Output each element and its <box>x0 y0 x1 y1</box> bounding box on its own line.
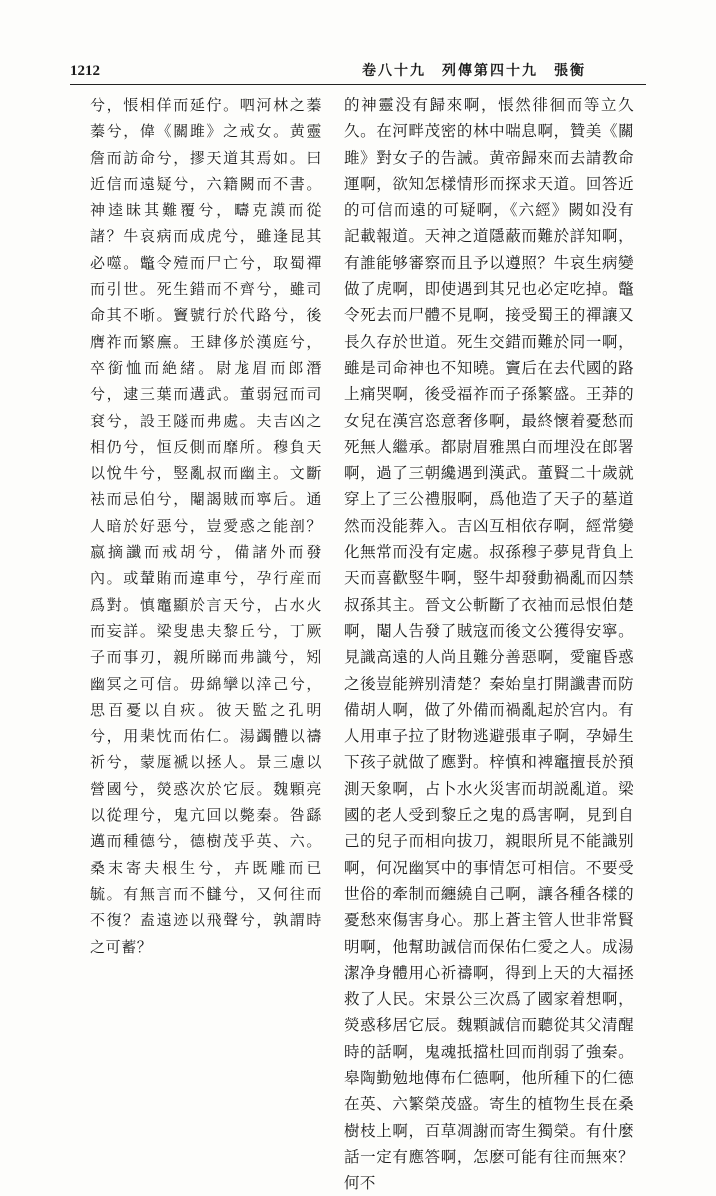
page-number: 1212 <box>70 63 100 79</box>
page-header <box>70 58 646 85</box>
original-text: 兮，悵相佯而延佇。呬河林之蓁蓁兮，偉《關雎》之戒女。黄靈詹而訪命兮，摎天道其焉如。曰近信而遠疑兮，六籍闕而不書。神逵昧其難覆兮，疇克謨而從諸？牛哀病而成虎兮，雖逢昆其必噬。鼈令殪而尸亡兮，取蜀禪而引世。死生錯而不齊兮，雖司命其不晣。竇號行於代路兮，後膺祚而繁廡。王肆侈於漢庭兮，卒銜恤而絶緒。尉尨眉而郎潛兮，逮三葉而遘武。董弱冠而司袞兮，設王隧而弗處。夫吉凶之相仍兮，恒反側而靡所。穆負天以悅牛兮，竪亂叔而幽主。文斷袪而忌伯兮，閹謁賊而寧后。通人暗於好惡兮，豈愛惑之能剖？嬴摘讖而戒胡兮，備諸外而發內。或輦賄而違車兮，孕行産而爲對。慎竈顯於言天兮，占水火而妄詳。梁叟患夫黎丘兮，丁厥子而事刃，親所睇而弗識兮，矧幽冥之可信。毋綿攣以涬己兮，思百憂以自疢。彼天監之孔明兮，用棐忱而佑仁。湯蠲體以禱祈兮，蒙厖褫以拯人。景三慮以營國兮，熒惑次於它辰。魏顆亮以從理兮，鬼亢回以斃秦。咎繇邁而種德兮，德樹茂乎英、六。桑末寄夫根生兮，卉既雕而已毓。有無言而不讎兮，又何往而不復？盍遠迹以飛聲兮，孰謂時之可蓄？ <box>90 96 322 956</box>
translation-text: 的神靈没有歸來啊，悵然徘徊而等立久久。在河畔茂密的林中喘息啊，贊美《關雎》對女子的告誡。黄帝歸來而去請教命運啊，欲知怎樣情形而探求天道。回答近的可信而遠的可疑啊，《六經》闕如没有記載報道。天神之道隱蔽而難於詳知啊，有誰能够審察而且予以遵照？牛哀生病變做了虎啊，即使遇到其兄也必定吃掉。鼈令死去而尸體不見啊，接受蜀王的禪讓又長久存於世道。死生交錯而難於同一啊，雖是司命神也不知曉。竇后在去代國的路上痛哭啊，後受福祚而子孫繁盛。王莽的女兒在漢宫恣意奢侈啊，最終懷着憂愁而死無人繼承。都尉眉雅黑白而埋没在郎署啊，過了三朝纔遇到漢武。董賢二十歲就穿上了三公禮服啊，爲他造了天子的墓道然而没能葬入。吉凶互相依存啊，經常變化無常而没有定處。叔孫穆子夢見背負上天而喜歡竪牛啊，竪牛却發動禍亂而囚禁叔孫其主。晉文公斬斷了衣袖而忌恨伯楚啊，閹人告發了賊寇而後文公獲得安寧。見識高遠的人尚且難分善惡啊，愛寵昏惑之後豈能辨别清楚？秦始皇打開讖書而防備胡人啊，做了外備而禍亂起於宫内。有人用車子拉了財物逃避張車子啊，孕婦生下孩子就做了應對。梓慎和裨竈擅長於預測天象啊，占卜水火災害而胡説亂道。梁國的老人受到黎丘之鬼的爲害啊，見到自己的兒子而相向拔刀，親眼所見不能識别啊，何况幽冥中的事情怎可相信。不要受世俗的牽制而纏繞自己啊，讓各種各樣的憂愁來傷害身心。那上蒼主管人世非常賢明啊，他幫助誠信而保佑仁愛之人。成湯潔净身體用心祈禱啊，得到上天的大福拯救了人民。宋景公三次爲了國家着想啊，熒惑移居它辰。魏顆誠信而聽從其父清醒時的話啊，鬼魂抵擋杜回而削弱了強秦。皋陶勤勉地傳布仁德啊，他所種下的仁德在英、六繁榮茂盛。寄生的植物生長在桑樹枝上啊，百草凋謝而寄生獨榮。有什麼話一定有應答啊，怎麽可能有往而無來？何不 <box>344 96 634 1193</box>
translation-column <box>344 92 634 1196</box>
original-text-column <box>90 92 322 960</box>
running-title: 卷八十九 列傳第四十九 張衡 <box>362 63 586 79</box>
